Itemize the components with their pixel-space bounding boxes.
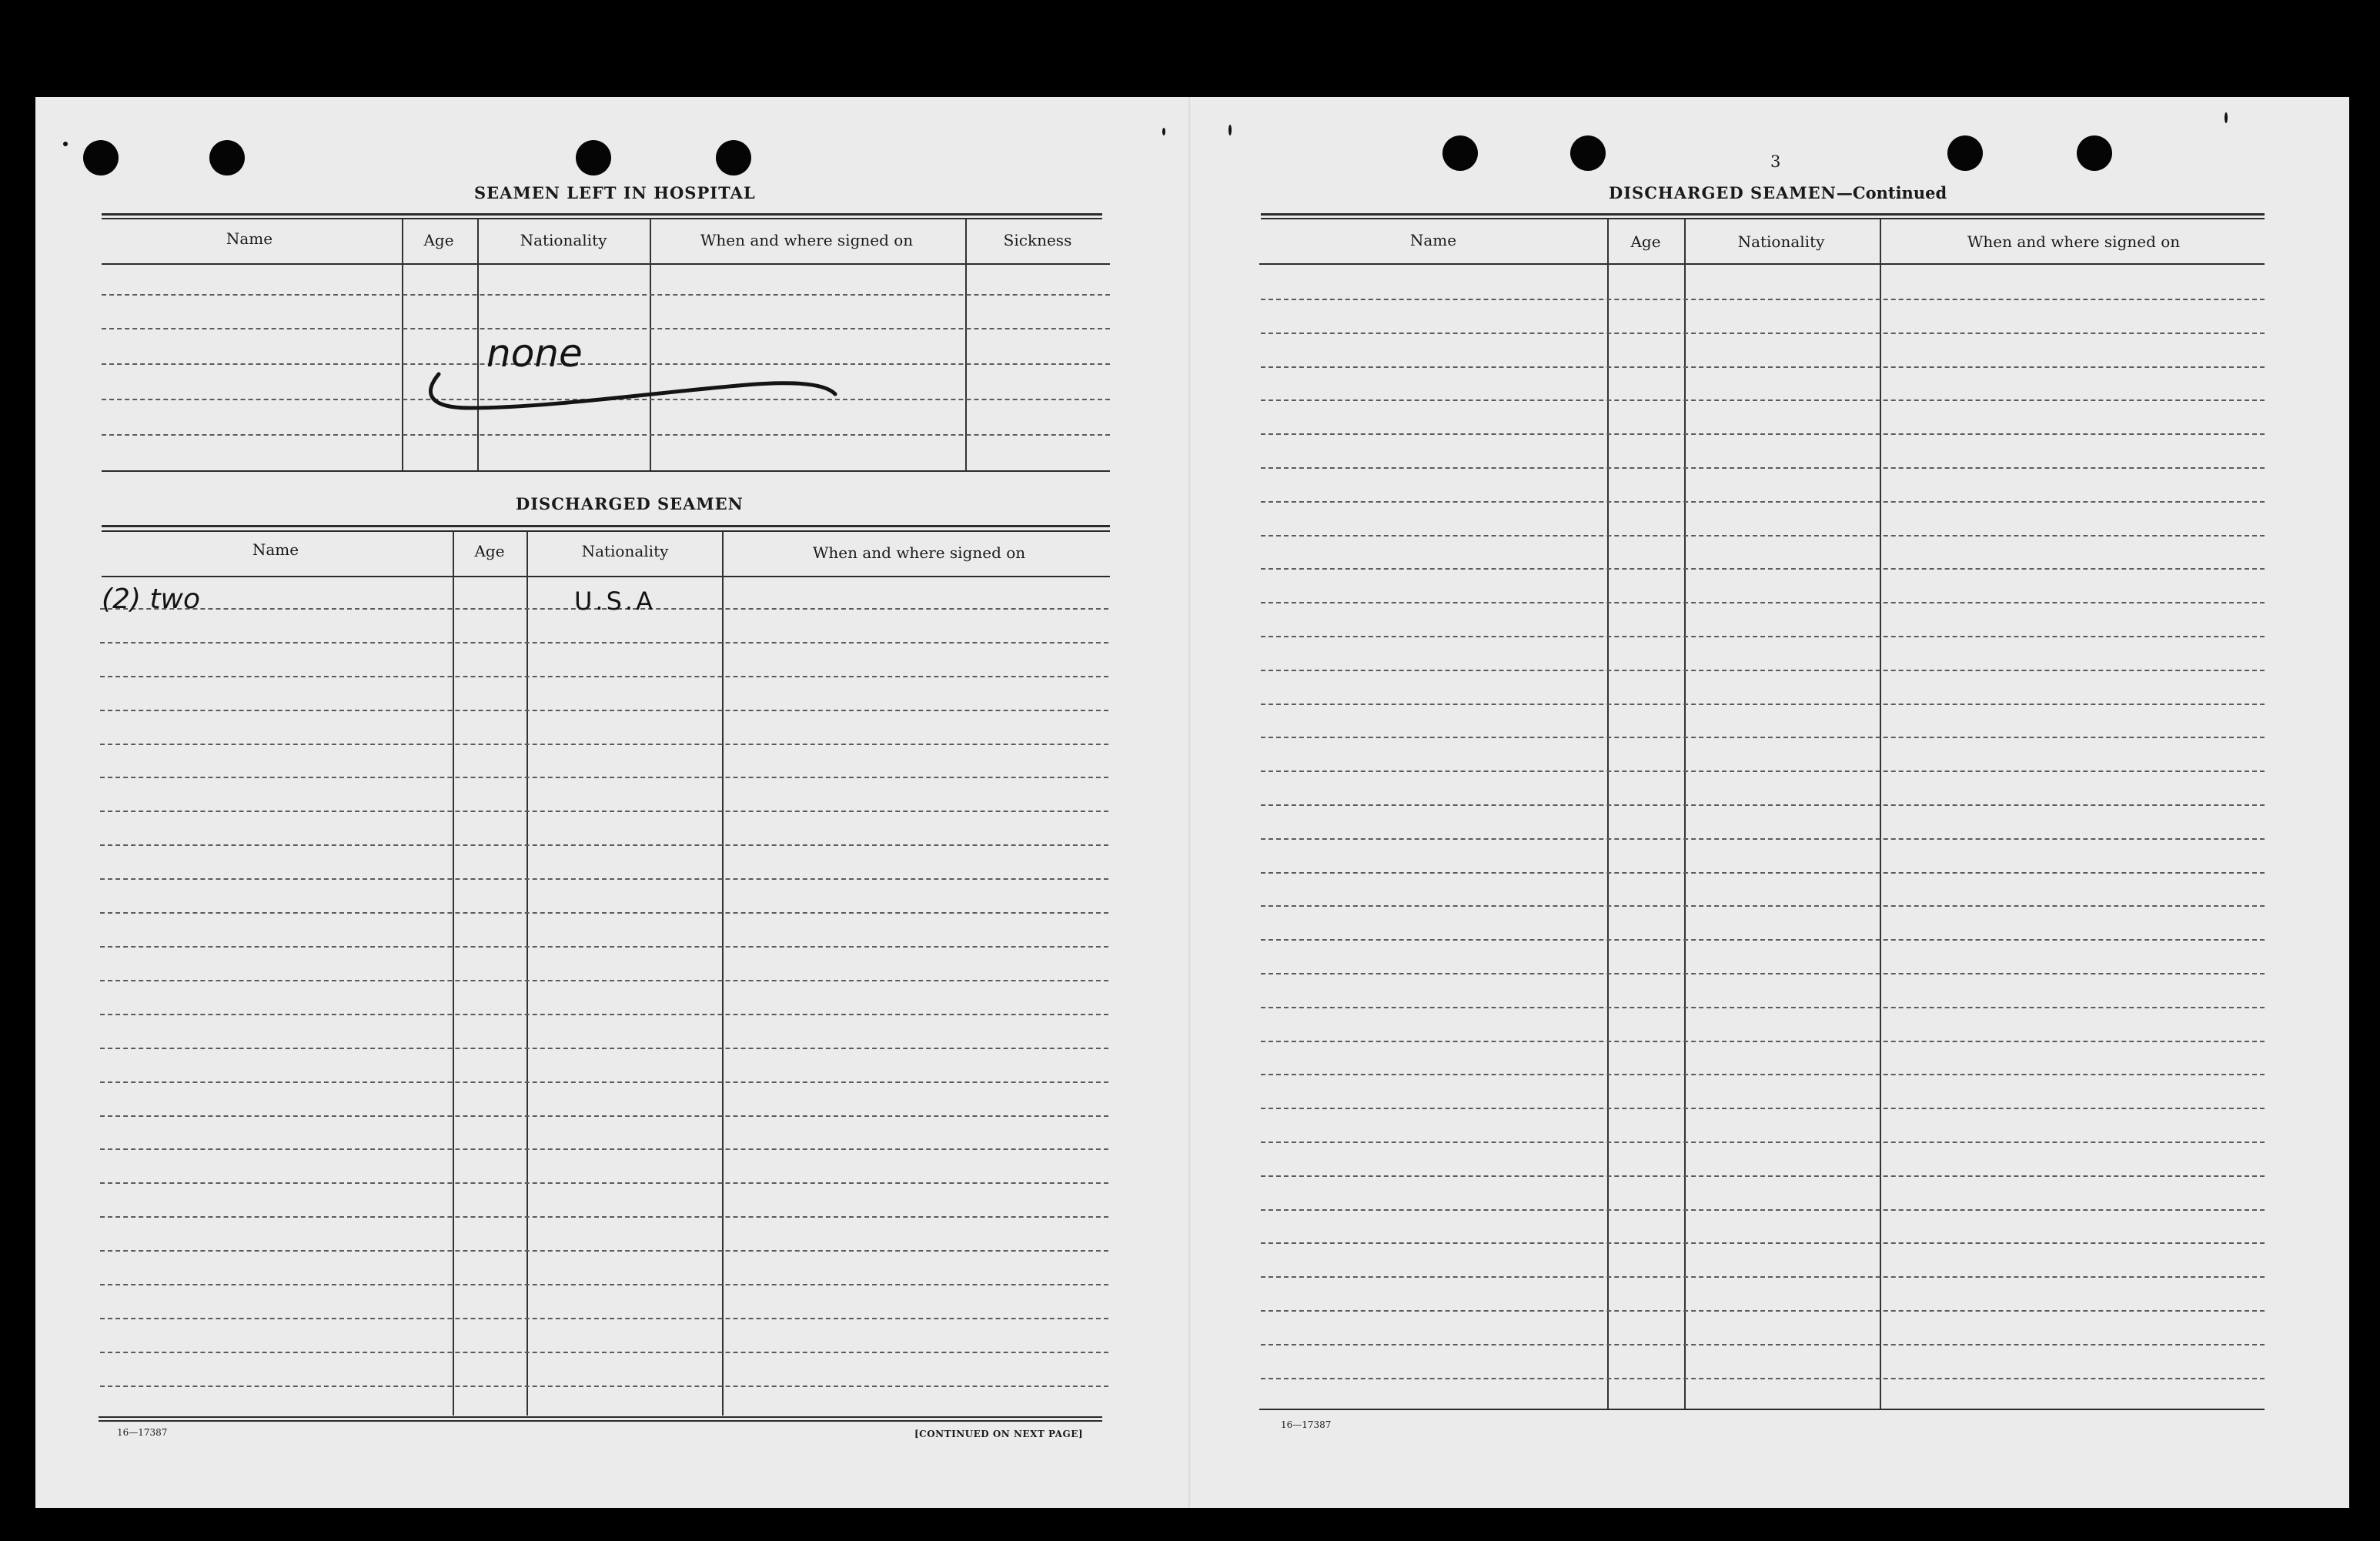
column-header-age: Age <box>474 542 505 560</box>
entry-line <box>100 1386 1108 1387</box>
entry-line <box>1261 838 2265 840</box>
entry-line <box>1261 1142 2265 1143</box>
section-end-rule-2 <box>99 1420 1102 1422</box>
hospital-section-title: SEAMEN LEFT IN HOSPITAL <box>474 183 756 202</box>
ink-speck <box>1228 125 1232 135</box>
handwritten-strike-line <box>423 362 839 423</box>
form-number: 16—17387 <box>117 1427 168 1438</box>
entry-line <box>100 912 1108 914</box>
entry-line <box>1261 1344 2265 1345</box>
ink-speck <box>1162 128 1165 135</box>
entry-line <box>1261 366 2265 368</box>
header-rule-top-2 <box>1261 218 2265 219</box>
entry-line <box>100 1115 1108 1117</box>
entry-line <box>102 328 1110 329</box>
entry-line <box>1261 299 2265 300</box>
punch-hole <box>209 140 245 175</box>
column-divider <box>1607 219 1609 1409</box>
entry-line <box>100 1318 1108 1319</box>
entry-line <box>1261 433 2265 435</box>
handwritten-nationality-entry: U.S.A <box>574 587 656 616</box>
page-number: 3 <box>1770 152 1781 171</box>
entry-line <box>100 1216 1108 1218</box>
column-header-signed-on: When and where signed on <box>1967 232 2181 251</box>
entry-line <box>100 710 1108 711</box>
header-rule-top-2 <box>102 218 1102 219</box>
entry-line <box>1261 1041 2265 1042</box>
punch-hole <box>2077 135 2112 171</box>
form-number: 16—17387 <box>1281 1419 1332 1430</box>
entry-line <box>1261 535 2265 537</box>
entry-line <box>100 1148 1108 1150</box>
entry-line <box>1261 333 2265 334</box>
entry-line <box>1261 501 2265 503</box>
punch-hole <box>83 140 119 175</box>
entry-line <box>100 1014 1108 1015</box>
column-divider <box>453 532 454 1416</box>
column-divider <box>722 532 724 1416</box>
section-end-rule <box>99 1416 1102 1418</box>
entry-line <box>1261 1378 2265 1379</box>
column-header-signed-on: When and where signed on <box>812 543 1026 562</box>
discharged-continued-title <box>1609 183 1947 202</box>
punch-hole <box>1442 135 1478 171</box>
entry-line <box>102 434 1110 436</box>
column-divider <box>526 532 528 1416</box>
column-header-signed-on: When and where signed on <box>700 231 914 249</box>
entry-line <box>1261 1074 2265 1075</box>
handwritten-none: none <box>486 331 583 376</box>
header-rule-top <box>102 525 1110 527</box>
entry-line <box>100 1182 1108 1184</box>
discharged-section-title: DISCHARGED SEAMEN <box>516 494 744 513</box>
column-header-nationality: Nationality <box>520 231 607 249</box>
continued-on-next-page: [CONTINUED ON NEXT PAGE] <box>914 1429 1084 1439</box>
section-end-rule <box>102 470 1110 472</box>
entry-line <box>100 1352 1108 1353</box>
discharged-continued-title-main: DISCHARGED SEAMEN <box>1609 183 1837 202</box>
entry-line <box>1261 905 2265 907</box>
column-header-nationality: Nationality <box>1737 232 1825 251</box>
entry-line <box>1261 467 2265 469</box>
entry-line <box>1261 804 2265 806</box>
column-header-age: Age <box>1630 232 1661 251</box>
punch-hole <box>1570 135 1606 171</box>
entry-line <box>100 642 1108 643</box>
ink-speck <box>2225 112 2228 123</box>
column-header-nationality: Nationality <box>581 542 669 560</box>
entry-line <box>1261 770 2265 772</box>
page-fold <box>1188 97 1192 1508</box>
entry-line <box>1261 1209 2265 1211</box>
entry-line <box>1261 737 2265 738</box>
header-rule-top-2 <box>102 530 1110 532</box>
header-rule-bottom <box>102 576 1110 577</box>
entry-line <box>100 1250 1108 1252</box>
header-rule-bottom <box>1259 263 2265 265</box>
entry-line <box>1261 636 2265 637</box>
entry-line <box>1261 1007 2265 1008</box>
entry-line <box>100 878 1108 880</box>
column-header-sickness: Sickness <box>1003 231 1072 249</box>
handwritten-name-entry: (2) two <box>102 583 201 615</box>
header-rule-bottom <box>102 263 1110 265</box>
punch-hole <box>576 140 611 175</box>
entry-line <box>1261 1175 2265 1177</box>
entry-line <box>100 811 1108 812</box>
section-end-rule <box>1259 1409 2265 1410</box>
entry-line <box>1261 602 2265 603</box>
entry-line <box>100 1048 1108 1049</box>
discharged-continued-suffix: —Continued <box>1836 183 1947 202</box>
entry-line <box>100 946 1108 948</box>
entry-line <box>1261 1310 2265 1312</box>
entry-line <box>1261 872 2265 874</box>
entry-line <box>100 980 1108 981</box>
entry-line <box>100 1081 1108 1083</box>
column-header-name: Name <box>252 540 299 559</box>
entry-line <box>1261 568 2265 570</box>
entry-line <box>100 1284 1108 1285</box>
left-form-page <box>35 97 1190 1508</box>
entry-line <box>100 777 1108 778</box>
entry-line <box>1261 1276 2265 1278</box>
entry-line <box>100 844 1108 846</box>
entry-line <box>1261 973 2265 974</box>
entry-line <box>100 676 1108 677</box>
entry-line <box>1261 1108 2265 1109</box>
entry-line <box>1261 704 2265 705</box>
ink-speck <box>63 142 68 146</box>
column-divider <box>1880 219 1881 1409</box>
column-header-age: Age <box>423 231 454 249</box>
entry-line <box>1261 670 2265 671</box>
column-header-name: Name <box>1409 231 1457 249</box>
entry-line <box>100 744 1108 745</box>
punch-hole <box>716 140 751 175</box>
entry-line <box>1261 939 2265 941</box>
entry-line <box>102 294 1110 296</box>
right-form-page <box>1190 97 2349 1508</box>
entry-line <box>1261 1242 2265 1244</box>
punch-hole <box>1947 135 1983 171</box>
header-rule-top <box>1261 213 2265 216</box>
header-rule-top <box>102 213 1102 216</box>
column-divider <box>1684 219 1686 1409</box>
column-header-name: Name <box>226 229 273 248</box>
entry-line <box>1261 399 2265 401</box>
